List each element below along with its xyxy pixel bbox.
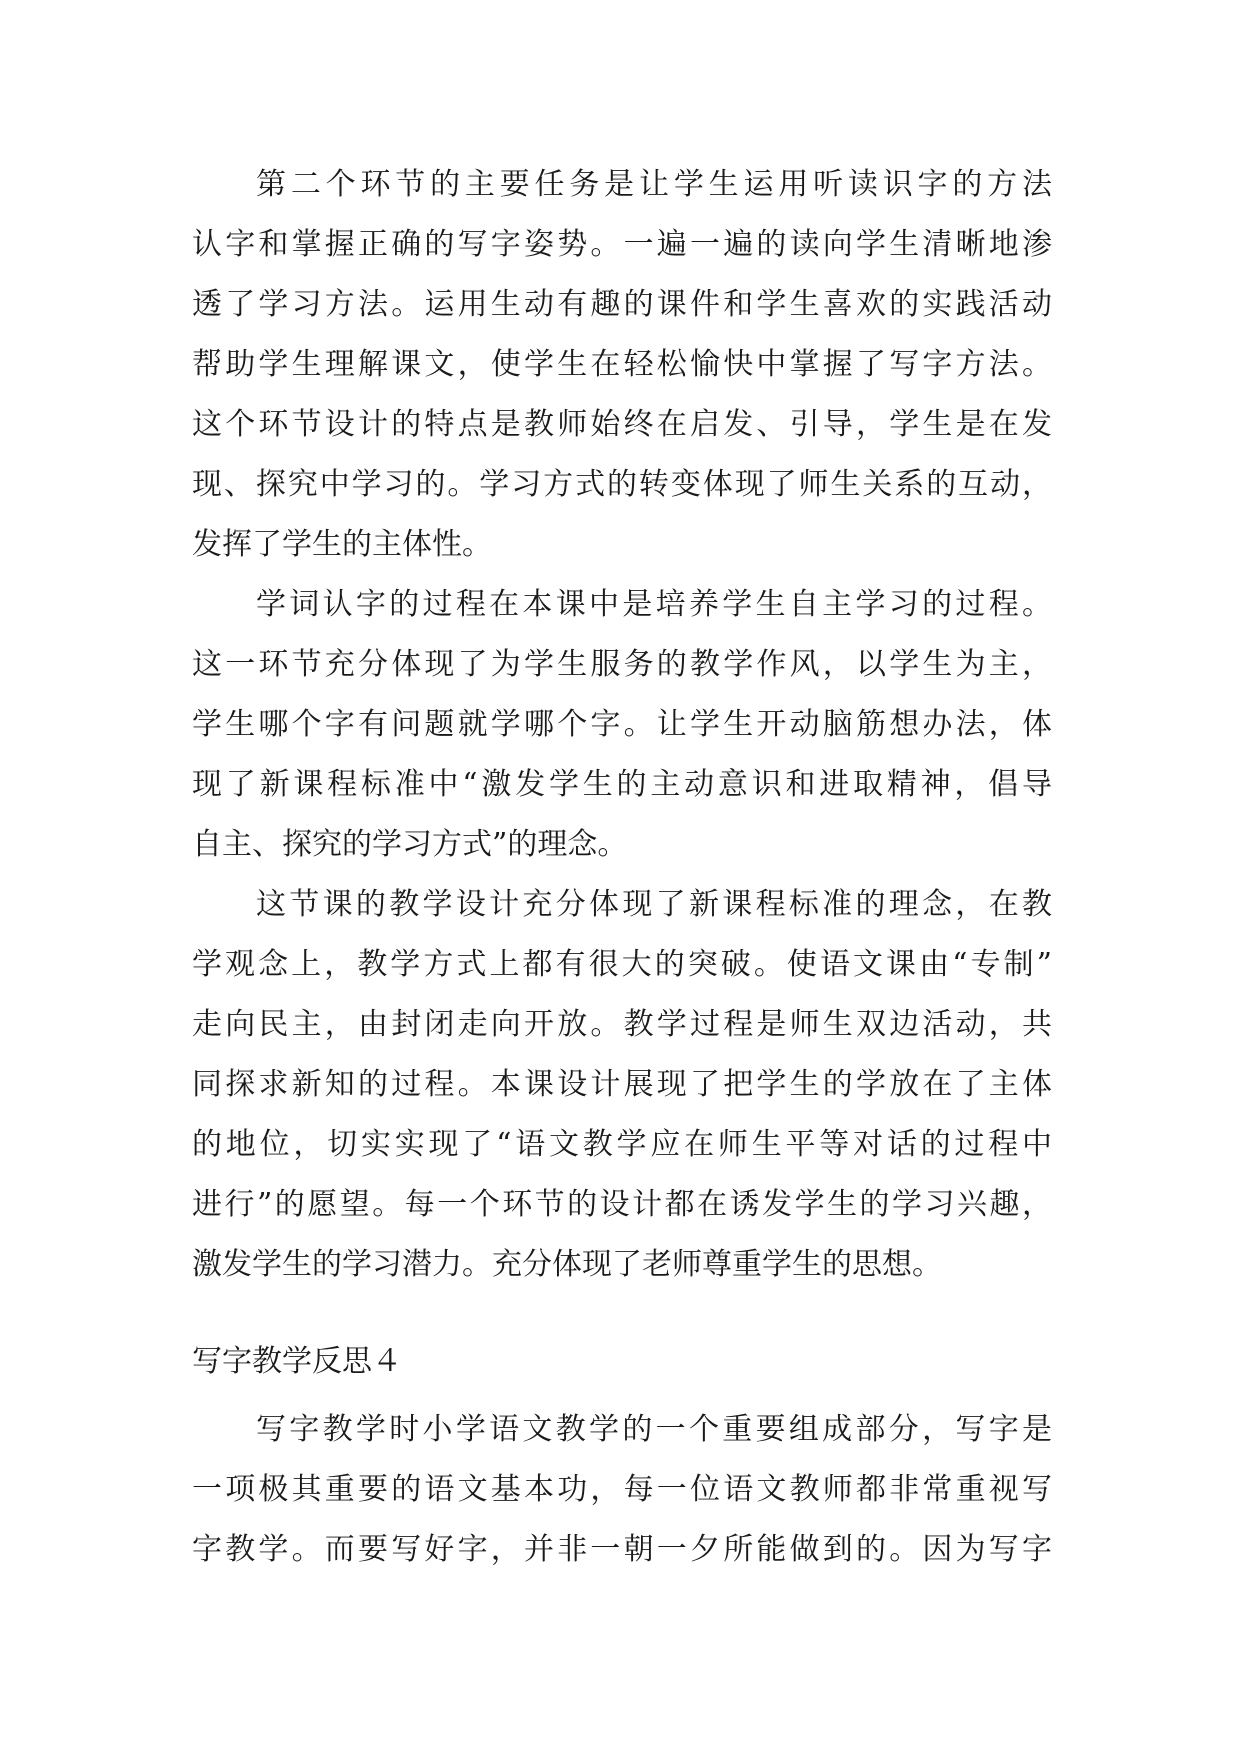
paragraph-2-line-5: 自主、探究的学习方式”的理念。 [192,827,628,862]
paragraph-4-line-1: 写字教学时小学语文教学的一个重要组成部分，写字是 [256,1412,1052,1447]
paragraph-3-line-4: 同探求新知的过程。本课设计展现了把学生的学放在了主体 [192,1067,1052,1102]
paragraph-3-line-2: 学观念上，教学方式上都有很大的突破。使语文课由“专制” [192,947,1052,982]
paragraph-1-line-4: 帮助学生理解课文，使学生在轻松愉快中掌握了写字方法。 [192,347,1052,382]
paragraph-3-line-3: 走向民主，由封闭走向开放。教学过程是师生双边活动，共 [192,1007,1052,1042]
paragraph-4-line-3: 字教学。而要写好字，并非一朝一夕所能做到的。因为写字 [192,1532,1052,1567]
paragraph-3-line-7: 激发学生的学习潜力。充分体现了老师尊重学生的思想。 [192,1247,942,1282]
section-heading: 写字教学反思４ [192,1344,402,1379]
paragraph-2-line-2: 这一环节充分体现了为学生服务的教学作风，以学生为主， [192,647,1052,682]
paragraph-1-line-5: 这个环节设计的特点是教师始终在启发、引导，学生是在发 [192,407,1052,442]
paragraph-2-line-1: 学词认字的过程在本课中是培养学生自主学习的过程。 [256,587,1052,622]
paragraph-2-line-3: 学生哪个字有问题就学哪个字。让学生开动脑筋想办法，体 [192,707,1052,742]
paragraph-1-line-1: 第二个环节的主要任务是让学生运用听读识字的方法 [256,167,1052,202]
paragraph-3-line-1: 这节课的教学设计充分体现了新课程标准的理念，在教 [256,887,1052,922]
paragraph-1-line-7: 发挥了学生的主体性。 [192,527,492,562]
paragraph-1-line-2: 认字和掌握正确的写字姿势。一遍一遍的读向学生清晰地渗 [192,227,1052,262]
paragraph-4-line-2: 一项极其重要的语文基本功，每一位语文教师都非常重视写 [192,1472,1052,1507]
paragraph-1-line-3: 透了学习方法。运用生动有趣的课件和学生喜欢的实践活动 [192,287,1052,322]
paragraph-2-line-4: 现了新课程标准中“激发学生的主动意识和进取精神，倡导 [192,767,1052,802]
paragraph-3-line-5: 的地位，切实实现了“语文教学应在师生平等对话的过程中 [192,1127,1052,1162]
paragraph-3-line-6: 进行”的愿望。每一个环节的设计都在诱发学生的学习兴趣， [192,1187,1052,1222]
paragraph-1-line-6: 现、探究中学习的。学习方式的转变体现了师生关系的互动， [192,467,1052,502]
